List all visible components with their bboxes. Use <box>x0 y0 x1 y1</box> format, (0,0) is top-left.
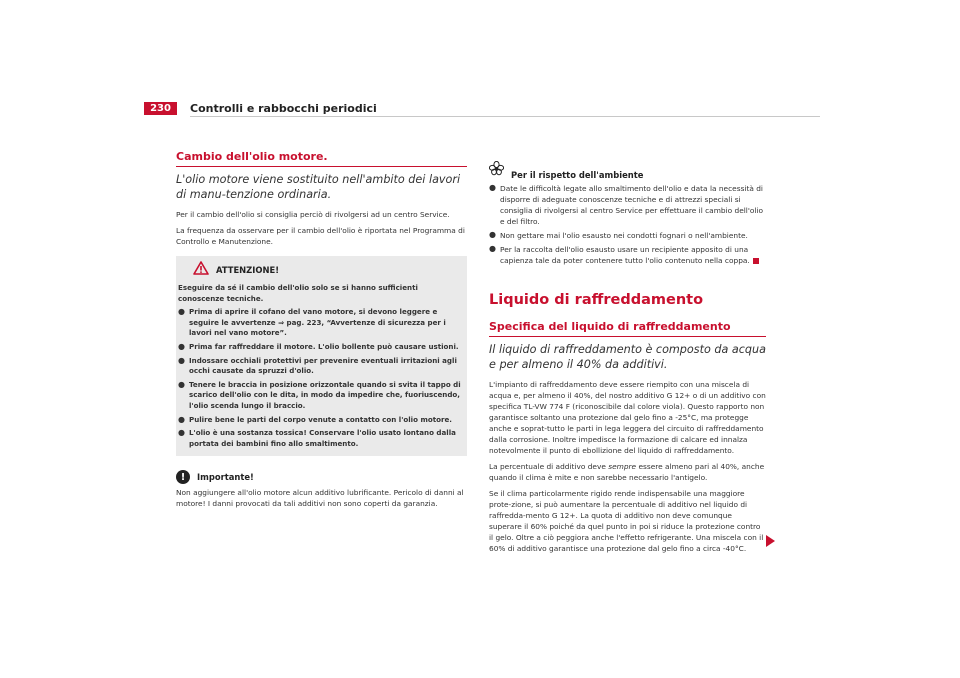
body-paragraph: La percentuale di additivo deve sempre essere almeno pari al 40%, anche quando il clima è mite e non sarebbe necessario l'antigelo. <box>489 462 765 482</box>
warning-bullet: ● Pulire bene le parti del corpo venute a contatto con l'olio motore. <box>178 414 452 424</box>
header-rule <box>190 116 820 117</box>
section-heading-coolant-spec: Specifica del liquido di raffreddamento <box>489 320 766 337</box>
warning-bullet: ● Prima di aprire il cofano del vano motore, si devono leggere e seguire le avvertenze ⇒ pag. 223, “Avvertenze di sicurezza per i lavori nel vano motore”. <box>178 307 446 338</box>
lead-text: L'olio motore viene sostituito nell'ambito dei lavori di manu-tenzione ordinaria. <box>176 173 461 201</box>
body-paragraph: Per il cambio dell'olio si consiglia perciò di rivolgersi ad un centro Service. <box>176 210 450 219</box>
important-header <box>176 470 467 484</box>
lead-text: Il liquido di raffreddamento è composto da acqua e per almeno il 40% da additivi. <box>489 343 766 371</box>
important-title: Importante! <box>197 472 254 483</box>
warning-triangle-icon <box>193 260 209 279</box>
main-heading-coolant: Liquido di raffreddamento <box>489 292 704 308</box>
body-paragraph: Se il clima particolarmente rigido rende indispensabile una maggiore prote-zione, si può aumentare la percentuale di additivo nel liquido di raffredda-mento G 12+. La quota di additivo non deve comunque superare il 60% poiché da quel punto in poi si riduce la protezione contro il gelo. Oltre a ciò peggiora anche l'effetto refrigerante. Una miscela con il 60% di additivo garantisce una protezione dal gelo fino a circa -40°C. <box>489 489 764 553</box>
environment-bullet: ● Date le difficoltà legate allo smaltimento dell'olio e data la necessità di disporre di adeguate conoscenze tecniche e di attrezzi speciali si consiglia di rivolgersi al centro Service per effettuare il cambio dell'olio e del filtro. <box>489 183 764 226</box>
body-paragraph: L'impianto di raffreddamento deve essere riempito con una miscela di acqua e, per almeno il 40%, del nostro additivo G 12+ o di un additivo con specifica TL-VW 774 F (riconoscibile dal colore viola). Questo rapporto non garantisce soltanto una protezione dal gelo fino a -25°C, ma protegge anche e soprat-tutto le parti in lega leggera del circuito di raffreddamento dalla corrosione. Inoltre impedisce la formazione di calcare ed innalza notevolmente il punto di ebollizione del liquido di raffreddamento. <box>489 380 766 455</box>
left-column <box>176 150 467 514</box>
warning-bullet: ● Tenere le braccia in posizione orizzontale quando si svita il tappo di scarico dell'olio con le dita, in modo da impedire che, fuoriuscendo, l'olio scenda lungo il braccio. <box>178 379 461 410</box>
warning-bullet: ● Indossare occhiali protettivi per prevenire eventuali irritazioni agli occhi causate da spruzzi d'olio. <box>178 355 457 376</box>
flower-icon <box>489 161 504 181</box>
body-paragraph: La frequenza da osservare per il cambio dell'olio è riportata nel Programma di Controllo e Manutenzione. <box>176 226 465 246</box>
header-title: Controlli e rabbocchi periodici <box>190 102 377 115</box>
warning-intro: Eseguire da sé il cambio dell'olio solo se si hanno sufficienti conoscenze tecniche. <box>178 283 418 303</box>
environment-header <box>489 161 766 181</box>
right-column <box>489 150 766 559</box>
environment-bullet: ● Per la raccolta dell'olio esausto usare un recipiente apposito di una capienza tale da poter contenere tutto l'olio contenuto nella coppa. <box>489 244 766 266</box>
warning-box <box>176 256 467 456</box>
warning-header <box>176 260 467 279</box>
exclamation-circle-icon: ! <box>176 470 190 484</box>
section-heading-oil-change: Cambio dell'olio motore. <box>176 150 467 167</box>
warning-bullet: ● L'olio è una sostanza tossica! Conservare l'olio usato lontano dalla portata dei bambini fino allo smaltimento. <box>178 428 456 448</box>
warning-bullet: ● Prima far raffreddare il motore. L'olio bollente può causare ustioni. <box>178 341 459 351</box>
next-page-arrow-icon[interactable] <box>766 535 775 547</box>
environment-bullet: ● Non gettare mai l'olio esausto nei condotti fognari o nell'ambiente. <box>489 230 748 240</box>
warning-title: ATTENZIONE! <box>216 264 280 275</box>
important-text: Non aggiungere all'olio motore alcun additivo lubrificante. Pericolo di danni al motore! I danni provocati da tali additivi non sono coperti da garanzia. <box>176 488 464 509</box>
section-end-marker <box>753 258 759 264</box>
page-number: 230 <box>144 102 177 115</box>
environment-title: Per il rispetto dell'ambiente <box>511 170 644 180</box>
